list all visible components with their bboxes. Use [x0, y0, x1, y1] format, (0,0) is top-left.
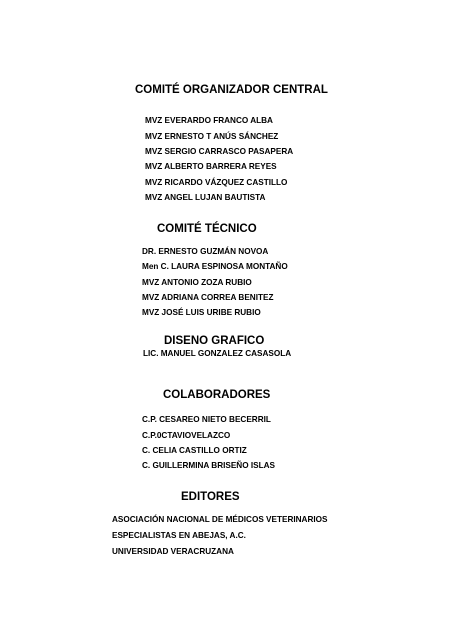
central-committee-heading: COMITÉ ORGANIZADOR CENTRAL: [135, 84, 328, 96]
graphic-design-member: LIC. MANUEL GONZALEZ CASASOLA: [143, 349, 292, 358]
central-member: MVZ ANGEL LUJAN BAUTISTA: [145, 193, 266, 202]
graphic-design-heading: DISENO GRAFICO: [164, 335, 265, 347]
technical-member: Men C. LAURA ESPINOSA MONTAÑO: [142, 262, 288, 271]
central-member: MVZ EVERARDO FRANCO ALBA: [145, 116, 273, 125]
technical-member: MVZ ADRIANA CORREA BENITEZ: [142, 293, 274, 302]
central-member: MVZ ERNESTO T ANÚS SÁNCHEZ: [145, 132, 279, 141]
editor-member: ASOCIACIÓN NACIONAL DE MÉDICOS VETERINARIOS: [112, 515, 328, 524]
editors-heading: EDITORES: [181, 491, 240, 503]
collaborators-heading: COLABORADORES: [163, 389, 271, 401]
technical-member: MVZ ANTONIO ZOZA RUBIO: [142, 278, 252, 287]
technical-committee-heading: COMITÉ TÉCNICO: [157, 223, 257, 235]
editor-member: ESPECIALISTAS EN ABEJAS, A.C.: [112, 531, 246, 540]
collaborator-member: C. GUILLERMINA BRISEÑO ISLAS: [142, 461, 275, 470]
collaborator-member: C. CELIA CASTILLO ORTIZ: [142, 446, 247, 455]
technical-member: DR. ERNESTO GUZMÁN NOVOA: [142, 247, 269, 256]
collaborator-member: C.P. CESAREO NIETO BECERRIL: [142, 415, 271, 424]
central-member: MVZ SERGIO CARRASCO PASAPERA: [145, 147, 294, 156]
collaborator-member: C.P.0CTAVIOVELAZCO: [142, 431, 231, 440]
central-member: MVZ ALBERTO BARRERA REYES: [145, 162, 277, 171]
central-member: MVZ RICARDO VÁZQUEZ CASTILLO: [145, 178, 288, 187]
technical-member: MVZ JOSÉ LUIS URIBE RUBIO: [142, 308, 261, 317]
editor-member: UNIVERSIDAD VERACRUZANA: [112, 547, 234, 556]
